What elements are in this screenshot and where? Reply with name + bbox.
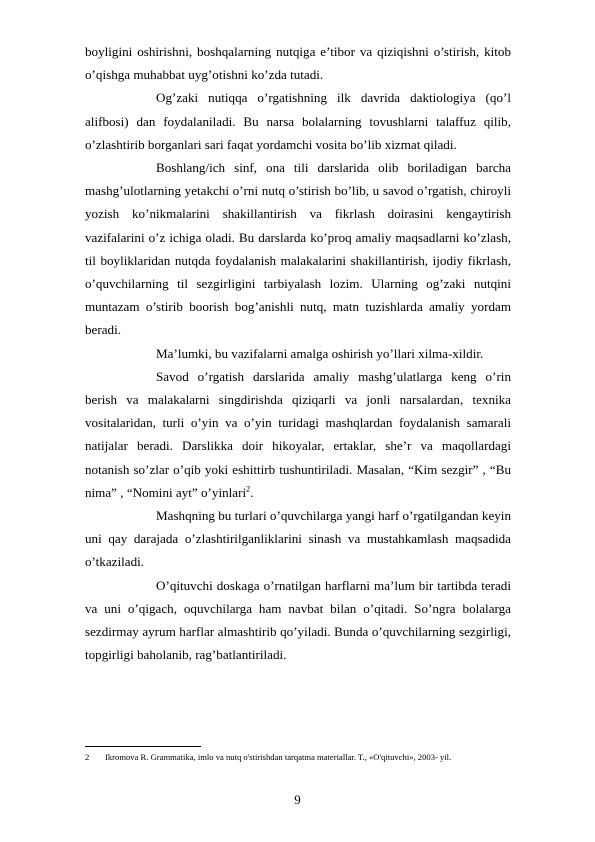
body-text [85, 40, 511, 666]
paragraph-1 [85, 40, 511, 86]
paragraph-4 [85, 342, 511, 365]
page-number: 9 [294, 792, 301, 807]
paragraph-7-text: O’qituvchi doskaga o’rnatilgan harflarni ma’lum bir tartibda teradi va uni o’qigach, oquvchilarga ham navbat bilan o’qitadi. So’ngra bolalarga sezdirmay ayrum harflar almashtirib qo’yiladi. Bunda o’quvchilarning sezgirligi, topgirligi baholanib, rag’batlantiriladi. [85, 577, 511, 663]
paragraph-6-text: Mashqning bu turlari o’quvchilarga yangi harf o’rgatilgandan keyin uni qay darajada o’zlashtirilganliklarini sinash va mustahkamlash maqsadida o’tkaziladi. [85, 508, 511, 570]
footnote-reference: 2 [246, 484, 251, 494]
footnote [85, 752, 525, 763]
paragraph-4-text: Ma’lumki, bu vazifalarni amalga oshirish yo’llari xilma-xildir. [156, 345, 484, 361]
paragraph-2 [85, 86, 511, 156]
paragraph-5-text: Savod o’rgatish darslarida amaliy mashg’ulatlarga keng o’rin berish va malakalarni singdirishda qiziqarli va jonli narsalardan, texnika vositalaridan, turli o’yin va o’yin turidagi mashqlardan foydalanish samarali natijalar beradi. Darslikka doir hikoyalar, ertaklar, she’r va maqollardagi notanish so’zlar o’qib yoki eshittirb tushuntiriladi. Masalan, “Kim sezgir” , “Bu nima” , “Nomini ayt” o’yinlari [85, 368, 511, 500]
footnote-text: Ikromova R. Grammatika, imlo va nutq o'stirishdan tarqatma materiallar. T., «O'qituvchi», 2003- yil. [105, 752, 452, 762]
footnote-number: 2 [85, 752, 90, 762]
footnote-separator [85, 746, 201, 747]
paragraph-1-text: boyligini oshirishni, boshqalarning nutqiga e’tibor va qiziqishni o’stirish, kitob o’qishga muhabbat uyg’otishni ko’zda tutadi. [85, 44, 511, 83]
paragraph-6 [85, 504, 511, 574]
paragraph-5 [85, 365, 511, 504]
paragraph-3-text: Boshlang/ich sinf, ona tili darslarida olib boriladigan barcha mashg’ulotlarning yetakchi o’rni nutq o’stirish bo’lib, u savod o’rgatish, chiroyli yozish ko’nikmalarini shakillantirish va fikrlash doirasini kengaytirish vazifalarini o’z ichiga oladi. Bu darslarda ko’proq amaliy maqsadlarni ko’zlash, til boyliklaridan nutqda foydalanish malakalarini shakillantirish, ijodiy fikrlash, o’quvchilarning til sezgirligini tarbiyalash lozim. Ularning og’zaki nutqini muntazam o’stirib boorish bog’anishli nutq, matn tuzishlarda amaliy yordam beradi. [85, 160, 511, 338]
paragraph-7 [85, 574, 511, 667]
paragraph-2-text: Og’zaki nutiqqa o’rgatishning ilk davrida daktiologiya (qo’l alifbosi) dan foydalaniladi. Bu narsa bolalarning tovushlarni talaffuz qilib, o’zlashtirib borganlari sari faqat yordamchi vosita bo’lib xizmat qiladi. [85, 90, 511, 152]
paragraph-3 [85, 156, 511, 342]
paragraph-5-end: . [250, 484, 254, 500]
